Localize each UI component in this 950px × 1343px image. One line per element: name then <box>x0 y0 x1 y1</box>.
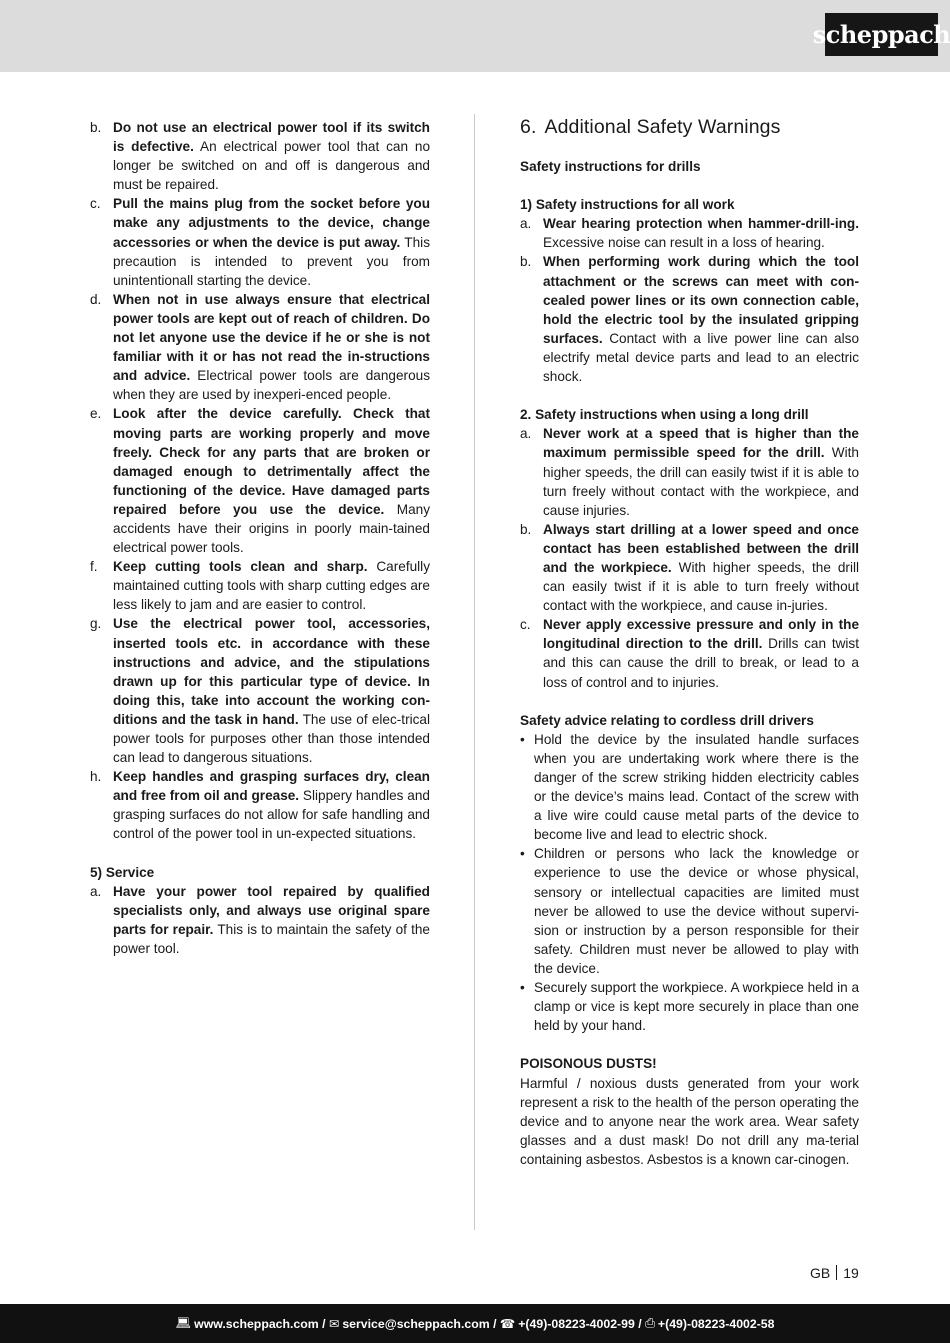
page-number-value: 19 <box>843 1265 859 1281</box>
item-marker: b. <box>520 254 532 270</box>
computer-icon: 💻︎ <box>175 1316 192 1330</box>
cordless-bullet-list <box>520 730 859 1036</box>
header-bar <box>0 0 950 72</box>
list-item <box>520 214 859 252</box>
list-item <box>520 424 859 519</box>
item-text: An electrical power tool that can no longer be switched on and off is dangerous and must be repaired. <box>113 139 431 193</box>
list-item <box>90 118 430 194</box>
section-title-text: Additional Safety Warnings <box>544 116 781 138</box>
footer-email[interactable]: service@scheppach.com <box>342 1316 490 1331</box>
item-text: Carefully maintained cutting tools with sharp cutting edges are less likely to jam and are easier to control. <box>113 559 431 613</box>
item-text: This precaution is intended to prevent you from unintentionall starting the device. <box>113 234 430 288</box>
item-text: Excessive noise can result in a loss of hearing. <box>543 235 825 251</box>
item-marker: e. <box>90 406 102 422</box>
bullet-item <box>520 844 859 978</box>
list-item <box>520 615 859 691</box>
left-column <box>90 118 430 958</box>
column-divider <box>474 114 475 1230</box>
service-heading: 5) Service <box>90 864 155 880</box>
bullet-dot: • <box>520 731 525 747</box>
item-marker: c. <box>520 617 531 633</box>
bullet-text: Hold the device by the insulated handle surfaces when you are undertaking work where there is the danger of the screw striking hidden electricity cables or the device’s mains lead. Contact of the screw with a live wire could cause metal parts of the device to become live and lead to electric shock. <box>534 731 859 843</box>
item-marker: b. <box>90 120 102 135</box>
long-drill-item-list <box>520 424 859 691</box>
list-item <box>90 767 430 843</box>
phone-icon: ☎ <box>499 1316 516 1331</box>
item-bold-text: Do not use an electrical power tool if its switch is defective. <box>113 120 430 155</box>
item-text: With higher speeds, the drill can easily twist if it is able to turn freely without contact with the workpiece, and cause in-juries. <box>543 559 859 614</box>
item-bold-text: Have your power tool repaired by qualified specialists only, and always use original spare parts for repair. <box>113 883 430 937</box>
bullet-dot: • <box>520 846 525 862</box>
footer-separator: / <box>322 1316 326 1331</box>
page-number <box>810 1264 859 1282</box>
drills-heading: Safety instructions for drills <box>520 159 701 174</box>
item-bold-text: Wear hearing protection when hammer-drill-ing. <box>543 216 859 232</box>
item-marker: f. <box>90 559 98 575</box>
list-item <box>90 882 430 958</box>
item-marker: a. <box>90 883 102 899</box>
dust-heading: POISONOUS DUSTS! <box>520 1056 657 1072</box>
page-lang: GB <box>810 1265 831 1281</box>
scheppach-logo: scheppach <box>825 13 938 56</box>
item-bold-text: Use the electrical power tool, accessories, inserted tools etc. in accordance with these instructions and advice, and the stipulations drawn up for this particular type of device. In doing this, take into account the working con-ditions and the task in hand. <box>113 616 430 727</box>
bullet-item <box>520 730 859 845</box>
left-item-list <box>90 118 430 844</box>
list-item <box>90 614 430 767</box>
list-item <box>90 557 430 614</box>
fax-icon: ⎙ <box>645 1316 655 1330</box>
page-number-separator <box>836 1265 837 1280</box>
item-text: Slippery handles and grasping surfaces do not allow for safe handling and control of the power tool in un-expected situations. <box>113 788 430 842</box>
item-text: With higher speeds, the drill can easily twist if it is able to turn freely without contact with the workpiece, and cause injuries. <box>543 445 859 518</box>
bullet-text: Children or persons who lack the knowledge or experience to use the device or whose physical, sensory or intellectual capacities are limited must never be allowed to use the device without supervi-sion or instruction by a person responsible for their safety. Children must never be allowed to play with the device. <box>534 846 859 976</box>
list-item <box>90 290 430 405</box>
all-work-heading: 1) Safety instructions for all work <box>520 197 735 213</box>
item-bold-text: Keep handles and grasping surfaces dry, clean and free from oil and grease. <box>113 769 430 804</box>
item-marker: c. <box>90 196 101 212</box>
dust-text: Harmful / noxious dusts generated from your work represent a risk to the health of the person operating the device and to anyone near the work area. Wear safety glasses and a dust mask! Do not drill any ma-terial containing asbestos. Asbestos is a known car-cinogen. <box>520 1075 859 1167</box>
service-item-list <box>90 882 430 958</box>
item-marker: d. <box>90 291 102 307</box>
footer-phone: +(49)-08223-4002-99 <box>518 1316 635 1331</box>
bullet-text: Securely support the workpiece. A workpiece held in a clamp or vice is kept more securely in place than one held by your hand. <box>534 980 859 1034</box>
list-item <box>520 252 859 386</box>
mail-icon: ✉︎ <box>329 1316 340 1331</box>
item-marker: a. <box>520 216 532 232</box>
item-text: This is to maintain the safety of the power tool. <box>113 921 430 957</box>
cordless-heading: Safety advice relating to cordless drill drivers <box>520 712 814 728</box>
bullet-item <box>520 978 859 1035</box>
item-bold-text: Always start drilling at a lower speed and once contact has been established between the drill and the workpiece. <box>543 521 859 575</box>
list-item <box>90 194 430 289</box>
right-column <box>520 118 859 1169</box>
item-text: Contact with a live power line can also electrify metal device parts and lead to an electric shock. <box>543 330 859 385</box>
all-work-item-list <box>520 214 859 386</box>
item-text: The use of elec-trical power tools for purposes other than those intended can lead to dangerous situations. <box>113 711 430 766</box>
footer-fax: +(49)-08223-4002-58 <box>657 1316 775 1331</box>
section-number: 6. <box>520 116 537 138</box>
item-bold-text: Never apply excessive pressure and only in the longitudinal direction to the drill. <box>543 617 859 652</box>
item-bold-text: Pull the mains plug from the socket before you make any adjustments to the device, change accessories or when the device is put away. <box>113 196 430 250</box>
list-item <box>520 520 859 615</box>
footer-website[interactable]: www.scheppach.com <box>194 1316 319 1331</box>
footer-separator: / <box>493 1316 497 1331</box>
footer-separator: / <box>638 1316 642 1331</box>
list-item <box>90 404 430 557</box>
bullet-dot: • <box>520 980 525 996</box>
item-text: Many accidents have their origins in poorly main-tained electrical power tools. <box>113 501 430 556</box>
item-bold-text: Keep cutting tools clean and sharp. <box>113 559 368 575</box>
item-marker: a. <box>520 426 532 442</box>
item-bold-text: Look after the device carefully. Check that moving parts are working properly and move freely. Check for any parts that are broken or damaged enough to detrimentally affect the functioning of the device. Have damaged parts repaired before you use the device. <box>113 406 430 517</box>
footer-bar <box>0 1304 950 1343</box>
item-bold-text: When performing work during which the tool attachment or the screws can meet with con-cealed power lines or its own connection cable, hold the electric tool by the insulated gripping surfaces. <box>543 254 859 346</box>
item-text: Drills can twist and this can cause the drill to break, or lead to a loss of control and to injuries. <box>543 636 860 690</box>
item-bold-text: When not in use always ensure that electrical power tools are kept out of reach of children. Do not let anyone use the device if he or she is not familiar with it or has not read the in-structions and advice. <box>113 291 430 384</box>
long-drill-heading: 2. Safety instructions when using a long drill <box>520 407 809 423</box>
item-text: Electrical power tools are dangerous when they are used by inexperi-enced people. <box>113 368 430 403</box>
item-marker: h. <box>90 769 102 785</box>
section-title <box>520 117 859 137</box>
item-marker: g. <box>90 616 102 632</box>
item-bold-text: Never work at a speed that is higher than the maximum permissible speed for the drill. <box>543 426 859 461</box>
item-marker: b. <box>520 521 532 537</box>
